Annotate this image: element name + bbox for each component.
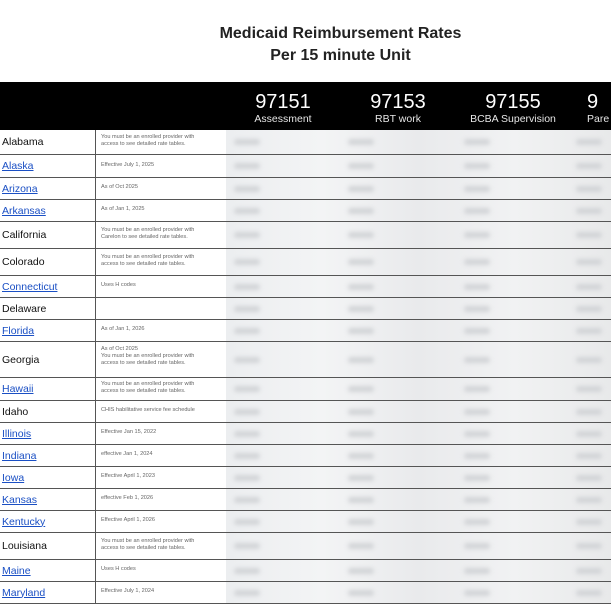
blurred-value (234, 475, 260, 481)
blurred-rate-values (226, 467, 611, 488)
column-label: BCBA Supervision (470, 113, 556, 125)
blurred-value (234, 568, 260, 574)
rate-note: Effective July 1, 2025 (101, 161, 155, 168)
blurred-value (234, 208, 260, 214)
blurred-value (348, 590, 374, 596)
rate-note (96, 298, 226, 319)
blurred-rate-values (226, 401, 611, 422)
state-link[interactable]: Illinois (0, 423, 96, 444)
blurred-value (576, 328, 602, 334)
table-row (0, 560, 611, 582)
blurred-value (576, 306, 602, 312)
state-name: Delaware (0, 298, 96, 319)
title-block (0, 0, 611, 82)
table-row (0, 155, 611, 178)
blurred-rate-values (226, 423, 611, 444)
table-row (0, 401, 611, 423)
blurred-value (348, 497, 374, 503)
column-header-97151 (226, 82, 340, 130)
blurred-value (464, 497, 490, 503)
blurred-value (576, 139, 602, 145)
column-header-97153 (340, 82, 456, 130)
blurred-rate-values (226, 533, 611, 559)
column-code: 97155 (485, 91, 541, 113)
column-label: Pare (587, 113, 610, 125)
blurred-rate-values (226, 582, 611, 603)
page-title: Medicaid Reimbursement Rates (219, 25, 462, 42)
blurred-value (234, 163, 260, 169)
table-header (0, 82, 611, 130)
blurred-value (464, 590, 490, 596)
blurred-value (234, 328, 260, 334)
blurred-rate-values (226, 378, 611, 400)
blurred-value (464, 328, 490, 334)
blurred-value (464, 543, 490, 549)
table-row (0, 320, 611, 342)
blurred-rate-values (226, 342, 611, 377)
blurred-value (576, 357, 602, 363)
column-code: 9 (587, 91, 599, 113)
blurred-value (576, 475, 602, 481)
blurred-value (576, 284, 602, 290)
blurred-rate-values (226, 560, 611, 581)
blurred-value (234, 186, 260, 192)
blurred-value (576, 519, 602, 525)
blurred-value (464, 306, 490, 312)
blurred-value (348, 186, 374, 192)
state-name: Colorado (0, 249, 96, 275)
blurred-rate-values (226, 155, 611, 177)
table-row (0, 423, 611, 445)
blurred-value (576, 186, 602, 192)
blurred-value (464, 208, 490, 214)
blurred-value (464, 284, 490, 290)
table-row (0, 130, 611, 155)
table-row (0, 249, 611, 276)
blurred-value (234, 386, 260, 392)
blurred-value (464, 519, 490, 525)
blurred-rate-values (226, 200, 611, 221)
blurred-value (576, 259, 602, 265)
state-name: California (0, 222, 96, 248)
blurred-value (234, 409, 260, 415)
blurred-value (576, 386, 602, 392)
blurred-rate-values (226, 249, 611, 275)
blurred-value (464, 357, 490, 363)
rate-note: As of Oct 2025 (101, 184, 139, 190)
blurred-value (234, 431, 260, 437)
blurred-value (348, 208, 374, 214)
rate-note: As of Jan 1, 2025 (101, 206, 145, 212)
table-row (0, 533, 611, 560)
rate-note: You must be an enrolled provider with access to see detailed rate tables. (101, 381, 195, 394)
blurred-rate-values (226, 511, 611, 532)
blurred-value (234, 453, 260, 459)
blurred-value (464, 139, 490, 145)
blurred-value (464, 453, 490, 459)
rate-note: You must be an enrolled provider with access to see detailed rate tables. (101, 254, 195, 267)
state-link[interactable]: Connecticut (0, 276, 96, 297)
blurred-rate-values (226, 222, 611, 248)
blurred-value (464, 386, 490, 392)
page-subtitle: Per 15 minute Unit (270, 47, 411, 64)
table-row (0, 467, 611, 489)
blurred-value (348, 475, 374, 481)
table-row (0, 511, 611, 533)
state-link[interactable]: Arkansas (0, 200, 96, 221)
blurred-value (464, 186, 490, 192)
blurred-value (576, 543, 602, 549)
rate-note: Uses H codes (101, 282, 136, 288)
blurred-value (464, 259, 490, 265)
blurred-rate-values (226, 178, 611, 199)
state-link[interactable]: Hawaii (0, 378, 96, 400)
table-row (0, 489, 611, 511)
table-row (0, 342, 611, 378)
table-row (0, 200, 611, 222)
blurred-value (464, 232, 490, 238)
blurred-value (576, 568, 602, 574)
rate-note: Effective April 1, 2026 (101, 517, 156, 523)
state-link[interactable]: Kentucky (0, 511, 96, 532)
blurred-value (348, 139, 374, 145)
blurred-value (576, 497, 602, 503)
column-header-97155 (456, 82, 570, 130)
blurred-value (234, 139, 260, 145)
state-link[interactable]: Indiana (0, 445, 96, 466)
state-name: Idaho (0, 401, 96, 422)
blurred-rate-values (226, 130, 611, 154)
blurred-value (234, 259, 260, 265)
blurred-value (464, 163, 490, 169)
blurred-rate-values (226, 445, 611, 466)
blurred-value (348, 357, 374, 363)
rate-note: Effective July 1, 2024 (101, 588, 155, 594)
rate-note: effective Jan 1, 2024 (101, 451, 153, 457)
state-name: Alabama (0, 130, 96, 154)
rate-note: Effective April 1, 2023 (101, 473, 156, 479)
blurred-value (234, 357, 260, 363)
column-code: 97153 (370, 91, 426, 113)
rate-note: As of Oct 2025 You must be an enrolled provider with access to see detailed rate tables. (101, 346, 195, 366)
state-link[interactable]: Maryland (0, 582, 96, 603)
column-label: Assessment (254, 113, 312, 125)
blurred-value (234, 543, 260, 549)
table-row (0, 378, 611, 401)
table-row (0, 276, 611, 298)
blurred-value (576, 453, 602, 459)
blurred-value (348, 284, 374, 290)
rate-note: You must be an enrolled provider with access to see detailed rate tables. (101, 134, 195, 147)
blurred-value (234, 497, 260, 503)
rate-note: You must be an enrolled provider with access to see detailed rate tables. (101, 538, 195, 551)
rate-note: Uses H codes (101, 566, 136, 572)
state-name: Georgia (0, 342, 96, 377)
blurred-value (348, 386, 374, 392)
state-link[interactable]: Florida (0, 320, 96, 341)
blurred-value (464, 409, 490, 415)
table-row (0, 298, 611, 320)
rate-note: Effective Jan 15, 2022 (101, 429, 157, 435)
rate-note: effective Feb 1, 2026 (101, 495, 154, 501)
table-row (0, 582, 611, 604)
blurred-value (576, 431, 602, 437)
blurred-value (234, 306, 260, 312)
blurred-value (234, 590, 260, 596)
column-header-truncated (587, 82, 611, 130)
blurred-value (348, 519, 374, 525)
blurred-value (576, 232, 602, 238)
blurred-value (576, 163, 602, 169)
blurred-value (348, 328, 374, 334)
blurred-value (576, 590, 602, 596)
blurred-value (464, 475, 490, 481)
blurred-rate-values (226, 276, 611, 297)
state-link[interactable]: Maine (0, 560, 96, 581)
column-label: RBT work (375, 113, 421, 125)
blurred-value (234, 232, 260, 238)
blurred-value (234, 519, 260, 525)
blurred-value (348, 163, 374, 169)
state-link[interactable]: Arizona (0, 178, 96, 199)
blurred-value (348, 543, 374, 549)
state-name: Louisiana (0, 533, 96, 559)
column-code: 97151 (255, 91, 311, 113)
blurred-value (348, 306, 374, 312)
rate-note: As of Jan 1, 2026 (101, 326, 145, 332)
state-link[interactable]: Iowa (0, 467, 96, 488)
state-link[interactable]: Alaska (0, 155, 96, 177)
blurred-value (348, 409, 374, 415)
blurred-value (576, 208, 602, 214)
table-row (0, 178, 611, 200)
blurred-rate-values (226, 320, 611, 341)
rate-note: CHIS habilitative service fee schedule (101, 407, 195, 413)
table-row (0, 222, 611, 249)
blurred-value (464, 431, 490, 437)
blurred-value (234, 284, 260, 290)
blurred-value (464, 568, 490, 574)
blurred-rate-values (226, 298, 611, 319)
blurred-value (348, 259, 374, 265)
table-row (0, 445, 611, 467)
blurred-value (348, 232, 374, 238)
blurred-value (348, 431, 374, 437)
state-link[interactable]: Kansas (0, 489, 96, 510)
blurred-value (576, 409, 602, 415)
blurred-value (348, 453, 374, 459)
blurred-value (348, 568, 374, 574)
rate-note: You must be an enrolled provider with Carelon to see detailed rate tables. (101, 227, 195, 240)
blurred-rate-values (226, 489, 611, 510)
